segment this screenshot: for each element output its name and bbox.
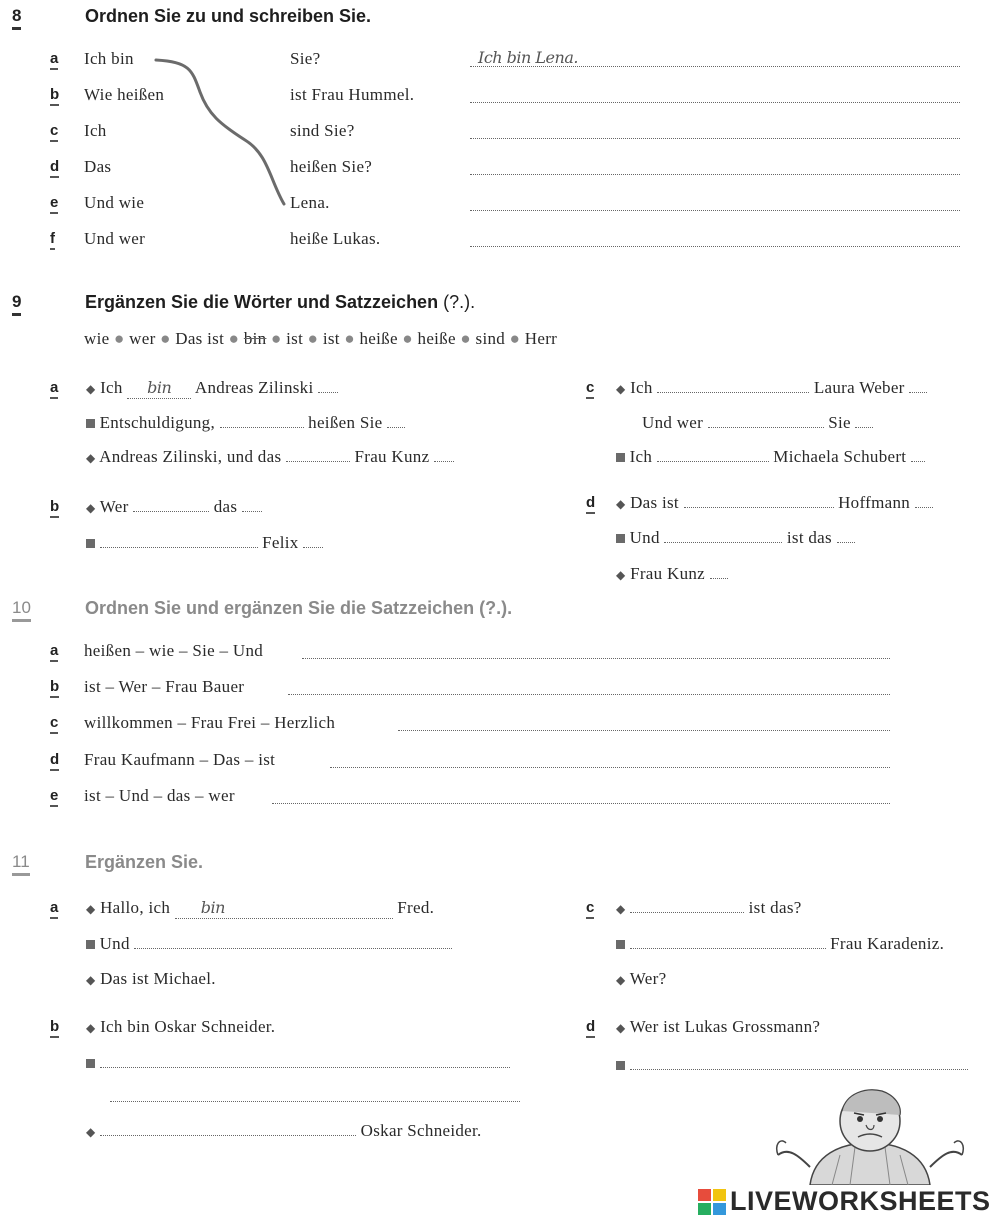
- item-letter: d: [586, 494, 595, 514]
- item-letter: e: [50, 194, 58, 214]
- punct-gap[interactable]: [911, 461, 925, 462]
- dialogue-line: [86, 533, 323, 553]
- dot-separator: ●: [509, 329, 521, 348]
- line-text: Wer ist Lukas Grossmann?: [629, 1017, 821, 1036]
- dot-separator: ●: [228, 329, 240, 348]
- dialogue-line: [616, 1017, 820, 1037]
- word-crossed-out: bin: [243, 329, 267, 348]
- dot-separator: ●: [344, 329, 355, 348]
- dot-separator: ●: [160, 329, 171, 348]
- dialogue-line: [642, 413, 873, 433]
- item-letter: a: [50, 899, 58, 919]
- matching-line-icon: [150, 52, 300, 212]
- punct-gap[interactable]: [434, 461, 454, 462]
- line-text: Wer: [99, 497, 129, 516]
- item-letter: b: [50, 498, 59, 518]
- exercise-10-number: 10: [12, 598, 31, 622]
- answer-line[interactable]: [288, 694, 890, 695]
- word: wie: [84, 329, 110, 348]
- answer-line[interactable]: [470, 102, 960, 103]
- item-letter: a: [50, 379, 58, 399]
- diamond-icon: ◆: [616, 382, 626, 396]
- word-order-prompt: willkommen – Frau Frei – Herzlich: [84, 713, 336, 732]
- dialogue-line: [616, 1055, 968, 1075]
- sentence-end: ist Frau Hummel.: [290, 85, 415, 104]
- diamond-icon: ◆: [86, 1125, 96, 1139]
- logo-square-icon: [713, 1203, 726, 1215]
- line-text: Ich: [100, 378, 123, 397]
- punct-gap[interactable]: [318, 392, 338, 393]
- item-letter: f: [50, 230, 55, 250]
- handwritten-answer: bin: [200, 898, 225, 917]
- answer-gap[interactable]: [708, 427, 824, 428]
- liveworksheets-logo: [697, 1186, 991, 1217]
- item-letter: c: [50, 122, 58, 142]
- dot-separator: ●: [460, 329, 471, 348]
- exercise-10-title: Ordnen Sie und ergänzen Sie die Satzzeichen (?.).: [85, 598, 513, 618]
- line-text: Ich: [629, 447, 653, 466]
- diamond-icon: ◆: [86, 501, 96, 515]
- sentence-start: Ich bin: [84, 49, 134, 68]
- item-letter: b: [50, 86, 59, 106]
- exercise-9-number: 9: [12, 292, 21, 316]
- square-icon: [616, 453, 625, 462]
- punct-gap[interactable]: [303, 547, 323, 548]
- word-order-prompt: ist – Wer – Frau Bauer: [84, 677, 245, 696]
- exercise-9-title: [85, 292, 475, 313]
- dialogue-line: [616, 934, 944, 954]
- word: heiße: [359, 329, 398, 348]
- answer-gap[interactable]: [100, 1067, 510, 1068]
- dot-separator: ●: [114, 329, 125, 348]
- dot-separator: ●: [307, 329, 319, 348]
- dialogue-line: [86, 1121, 482, 1141]
- answer-gap[interactable]: [134, 948, 452, 949]
- diamond-icon: ◆: [86, 902, 96, 916]
- line-text: Frau Kunz: [630, 564, 706, 583]
- sentence-end: heiße Lukas.: [290, 229, 381, 248]
- sentence-start: Ich: [84, 121, 107, 140]
- diamond-icon: ◆: [616, 568, 626, 582]
- diamond-icon: ◆: [86, 382, 96, 396]
- item-letter: c: [50, 714, 58, 734]
- dialogue-line: [616, 969, 666, 989]
- shrugging-man-illustration-icon: [770, 1085, 970, 1185]
- word: ist: [286, 329, 304, 348]
- answer-line[interactable]: [398, 730, 890, 731]
- line-text: Oskar Schneider.: [360, 1121, 482, 1140]
- diamond-icon: ◆: [616, 973, 626, 987]
- line-text: Laura Weber: [813, 378, 905, 397]
- dialogue-line: [86, 447, 454, 467]
- answer-gap[interactable]: [684, 507, 834, 508]
- square-icon: [86, 539, 95, 548]
- dialogue-line: [86, 934, 452, 954]
- handwritten-answer: bin: [147, 378, 172, 397]
- sentence-end: Sie?: [290, 49, 321, 68]
- sentence-end: sind Sie?: [290, 121, 355, 140]
- line-text: Das ist: [630, 493, 679, 512]
- punct-gap[interactable]: [387, 427, 405, 428]
- logo-square-icon: [698, 1203, 711, 1215]
- dot-separator: ●: [402, 329, 413, 348]
- line-text: das: [213, 497, 238, 516]
- item-letter: d: [586, 1018, 595, 1038]
- logo-square-icon: [713, 1189, 726, 1201]
- word: heiße: [417, 329, 456, 348]
- dialogue-line: [86, 969, 216, 989]
- square-icon: [616, 940, 625, 949]
- word-order-prompt: ist – Und – das – wer: [84, 786, 235, 805]
- line-text: Andreas Zilinski: [194, 378, 314, 397]
- logo-text: LIVEWORKSHEETS: [730, 1186, 991, 1216]
- item-letter: e: [50, 787, 58, 807]
- square-icon: [86, 940, 95, 949]
- punct-gap[interactable]: [909, 392, 927, 393]
- line-text: Das ist Michael.: [100, 969, 216, 988]
- item-letter: c: [586, 899, 594, 919]
- line-text: Hoffmann: [838, 493, 911, 512]
- line-text: Michaela Schubert: [773, 447, 907, 466]
- exercise-11-number: 11: [12, 852, 30, 876]
- dot-separator: ●: [271, 329, 282, 348]
- exercise-11-title: Ergänzen Sie.: [85, 852, 204, 872]
- answer-gap[interactable]: [657, 461, 769, 462]
- answer-line[interactable]: [302, 658, 890, 659]
- answer-gap[interactable]: [664, 542, 782, 543]
- line-text: Andreas Zilinski, und das: [99, 447, 282, 466]
- line-text: heißen Sie: [308, 413, 383, 432]
- diamond-icon: ◆: [86, 973, 96, 987]
- line-text: Frau Karadeniz.: [830, 934, 945, 953]
- dialogue-line: [86, 1053, 510, 1073]
- dialogue-line: [86, 898, 434, 919]
- word-bank: [84, 329, 557, 349]
- line-text: Frau Kunz: [354, 447, 430, 466]
- dialogue-line: [616, 898, 802, 918]
- diamond-icon: ◆: [86, 1021, 96, 1035]
- answer-gap[interactable]: [286, 461, 350, 462]
- answer-gap[interactable]: [220, 427, 304, 428]
- item-letter: a: [50, 642, 58, 662]
- line-text: Ich: [630, 378, 653, 397]
- answer-line[interactable]: [470, 174, 960, 175]
- answer-gap[interactable]: [630, 912, 744, 913]
- line-text: Hallo, ich: [100, 898, 171, 917]
- sentence-end: heißen Sie?: [290, 157, 373, 176]
- diamond-icon: ◆: [616, 902, 626, 916]
- dialogue-line: [86, 378, 338, 399]
- answer-gap[interactable]: [630, 1069, 968, 1070]
- line-text: ist das: [786, 528, 832, 547]
- line-text: Felix: [262, 533, 299, 552]
- line-text: Sie: [828, 413, 851, 432]
- line-text: ist das?: [748, 898, 802, 917]
- diamond-icon: ◆: [86, 451, 96, 465]
- answer-gap[interactable]: [175, 898, 393, 919]
- answer-line[interactable]: [330, 767, 890, 768]
- answer-line[interactable]: [470, 246, 960, 247]
- line-text: Ich bin Oskar Schneider.: [100, 1017, 276, 1036]
- exercise-8-title: Ordnen Sie zu und schreiben Sie.: [85, 6, 372, 26]
- word-order-prompt: heißen – wie – Sie – Und: [84, 641, 264, 660]
- square-icon: [616, 1061, 625, 1070]
- answer-gap[interactable]: [133, 511, 209, 512]
- dialogue-line: [616, 528, 855, 548]
- word: Herr: [524, 329, 558, 348]
- item-letter: d: [50, 158, 59, 178]
- item-letter: b: [50, 1018, 59, 1038]
- line-text: Entschuldigung,: [99, 413, 216, 432]
- answer-line[interactable]: [470, 210, 960, 211]
- answer-gap[interactable]: [657, 392, 809, 393]
- punct-gap[interactable]: [837, 542, 855, 543]
- line-text: Wer?: [629, 969, 667, 988]
- dialogue-line: [86, 413, 405, 433]
- word: Das ist: [175, 329, 225, 348]
- word: sind: [475, 329, 506, 348]
- square-icon: [86, 1059, 95, 1068]
- line-text: Und: [99, 934, 130, 953]
- diamond-icon: ◆: [616, 497, 626, 511]
- punct-gap[interactable]: [855, 427, 873, 428]
- title-text: Ergänzen Sie die Wörter und Satzzeichen: [85, 292, 439, 312]
- dialogue-line: [616, 447, 925, 467]
- answer-gap[interactable]: [127, 378, 191, 399]
- answer-line[interactable]: [470, 138, 960, 139]
- item-letter: a: [50, 50, 58, 70]
- word: ist: [322, 329, 340, 348]
- answer-line[interactable]: [272, 803, 890, 804]
- answer-line[interactable]: [110, 1101, 520, 1102]
- square-icon: [616, 534, 625, 543]
- item-letter: d: [50, 751, 59, 771]
- punct-gap[interactable]: [242, 511, 262, 512]
- square-icon: [86, 419, 95, 428]
- item-letter: c: [586, 379, 594, 399]
- line-text: Fred.: [397, 898, 435, 917]
- handwritten-answer: Ich bin Lena.: [478, 48, 578, 67]
- dialogue-line: [86, 1017, 275, 1037]
- sentence-start: Das: [84, 157, 112, 176]
- dialogue-line: [616, 493, 933, 513]
- exercise-8-number: 8: [12, 6, 21, 30]
- line-text: Und wer: [642, 413, 704, 432]
- answer-gap[interactable]: [630, 948, 826, 949]
- dialogue-line: [616, 378, 927, 398]
- logo-square-icon: [698, 1189, 711, 1201]
- sentence-start: Wie heißen: [84, 85, 165, 104]
- title-punctuation: (?.).: [443, 292, 476, 312]
- answer-gap[interactable]: [100, 1135, 356, 1136]
- punct-gap[interactable]: [710, 578, 728, 579]
- item-letter: b: [50, 678, 59, 698]
- sentence-end: Lena.: [290, 193, 330, 212]
- answer-gap[interactable]: [100, 547, 258, 548]
- sentence-start: Und wer: [84, 229, 146, 248]
- word-order-prompt: Frau Kaufmann – Das – ist: [84, 750, 276, 769]
- punct-gap[interactable]: [915, 507, 933, 508]
- diamond-icon: ◆: [616, 1021, 626, 1035]
- line-text: Und: [629, 528, 660, 547]
- dialogue-line: [86, 497, 262, 517]
- dialogue-line: [616, 564, 728, 584]
- sentence-start: Und wie: [84, 193, 145, 212]
- logo-mark-icon: [697, 1188, 727, 1216]
- word: wer: [129, 329, 156, 348]
